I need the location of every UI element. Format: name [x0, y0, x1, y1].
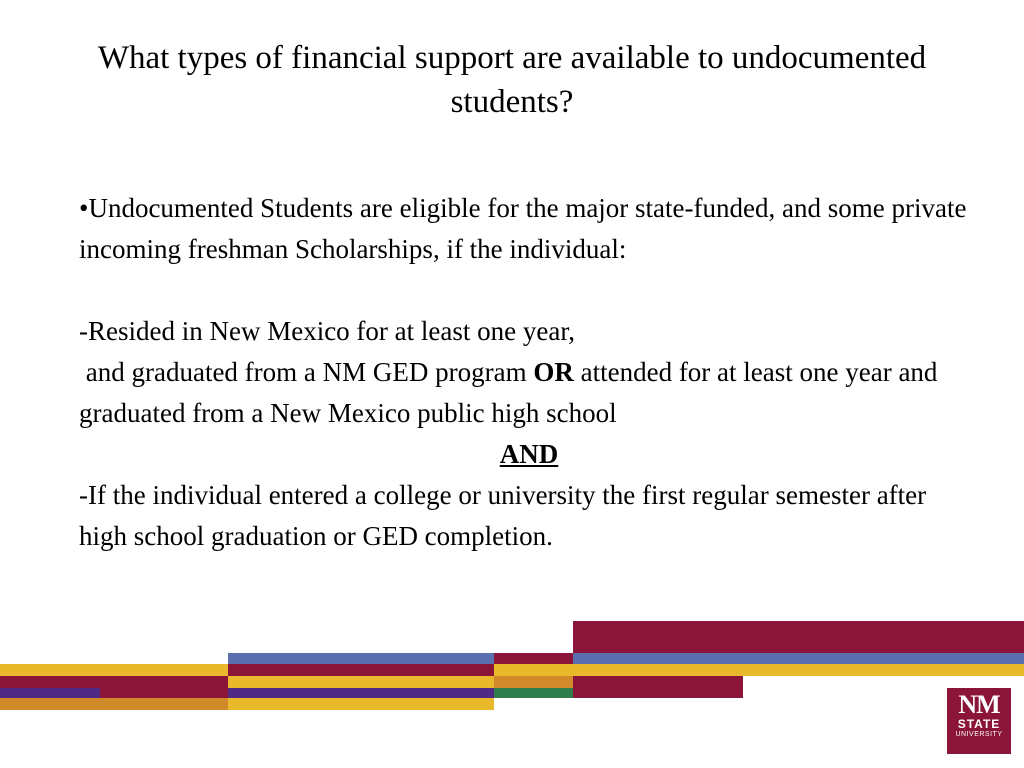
bar-crimson-4b — [573, 688, 743, 698]
bar-blue-1 — [228, 653, 494, 664]
bar-crimson-3a — [0, 676, 228, 688]
condition-graduation-prefix: and graduated from a NM GED program — [79, 357, 534, 387]
nmsu-logo — [947, 688, 1011, 754]
bar-crimson-3b — [573, 676, 743, 688]
bar-gold-5 — [228, 698, 494, 710]
bar-gold-3 — [228, 676, 494, 688]
condition-graduation — [79, 352, 979, 434]
slide-body — [79, 188, 979, 557]
bar-gold-2b — [494, 664, 573, 676]
bullet-text: •Undocumented Students are eligible for the major state-funded, and some private incoming freshman Scholarships, if the individual: — [79, 193, 967, 264]
condition-residency: -Resided in New Mexico for at least one year, — [79, 316, 575, 346]
bar-purple-4b — [228, 688, 494, 698]
bar-gold-2c — [573, 664, 1024, 676]
bar-blue-1b — [573, 653, 1024, 664]
and-label: AND — [499, 439, 559, 469]
bar-crimson-2 — [228, 664, 494, 676]
condition-enrollment: -If the individual entered a college or university the first regular semester after high school graduation or GED completion. — [79, 480, 927, 551]
logo-line-state: STATE — [957, 717, 1001, 731]
bar-crimson-1 — [494, 653, 573, 664]
logo-line-nm: NM — [958, 690, 1000, 719]
bar-crimson-top — [573, 621, 1024, 653]
bar-green-4 — [494, 688, 573, 698]
slide-title: What types of financial support are available to undocumented students? — [97, 40, 927, 120]
bar-purple-4a — [0, 688, 100, 698]
bar-orange-5 — [0, 698, 228, 710]
bar-gold-2a — [0, 664, 228, 676]
logo-line-university: UNIVERSITY — [955, 731, 1003, 738]
condition-graduation-suffix: attended for at least one year and graduated from a New Mexico public high school — [79, 357, 945, 428]
bar-orange-3 — [494, 676, 573, 688]
bar-crimson-4 — [100, 688, 228, 698]
or-keyword: OR — [533, 357, 574, 387]
